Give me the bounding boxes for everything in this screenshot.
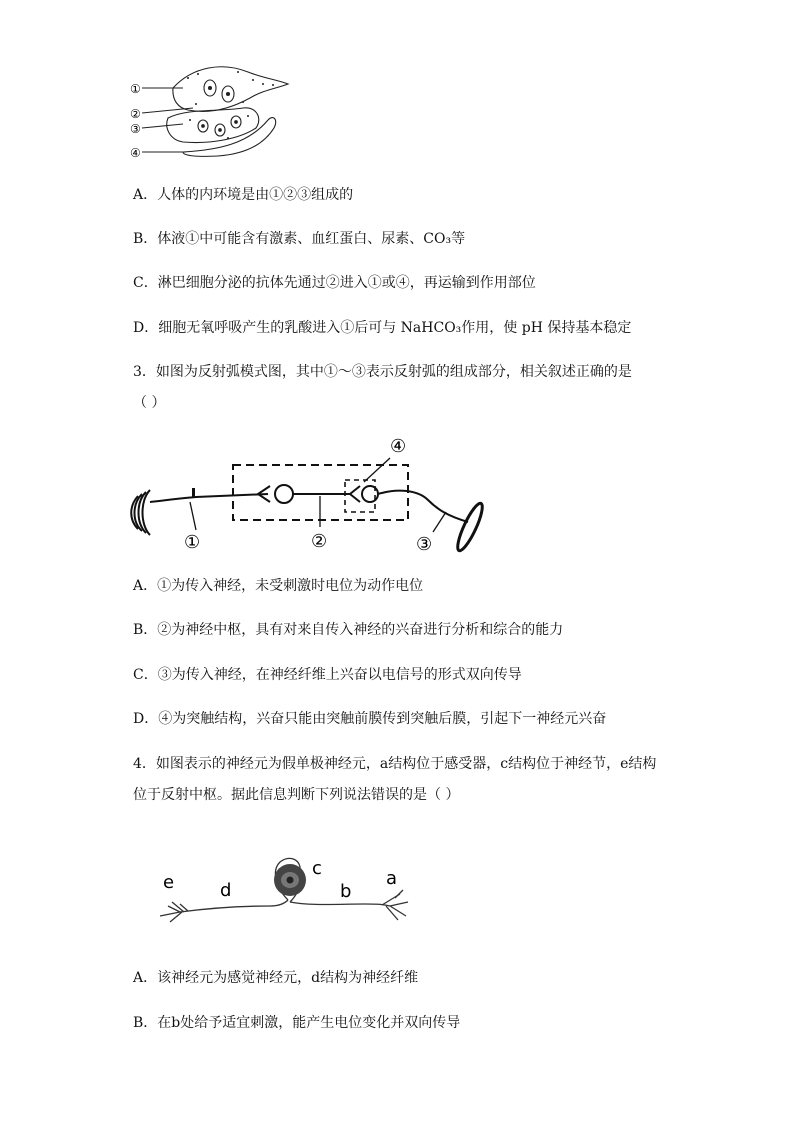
fig1-label-1: ①: [130, 82, 141, 96]
q3-option-b: B．②为神经中枢，具有对来自传入神经的兴奋进行分析和综合的能力: [133, 622, 564, 638]
fig2-label-2: ②: [311, 531, 328, 552]
fig2-label-1: ①: [184, 532, 201, 553]
fig2-label-4: ④: [390, 436, 407, 457]
fig3-label-a: a: [386, 868, 398, 889]
q2-option-c: C．淋巴细胞分泌的抗体先通过②进入①或④，再运输到作用部位: [133, 275, 536, 291]
fig2-label-3: ③: [416, 534, 433, 555]
q4-stem-line2: 位于反射中枢。据此信息判断下列说法错误的是（ ）: [133, 787, 460, 803]
fig3-label-b: b: [340, 881, 352, 902]
fig1-label-2: ②: [130, 107, 141, 121]
q2-option-b: B．体液①中可能含有激素、血红蛋白、尿素、CO₃等: [133, 231, 466, 247]
q3-option-d: D．④为突触结构，兴奋只能由突触前膜传到突触后膜，引起下一神经元兴奋: [133, 711, 607, 727]
fig3-label-d: d: [220, 880, 232, 901]
q3-stem-line1: 3．如图为反射弧模式图，其中①～③表示反射弧的组成部分，相关叙述正确的是: [133, 364, 632, 380]
q2-option-a: A．人体的内环境是由①②③组成的: [133, 187, 354, 203]
body-fluid-figure: [128, 58, 298, 162]
q4-option-b: B．在b处给予适宜刺激，能产生电位变化并双向传导: [133, 1015, 461, 1031]
pseudounipolar-neuron-figure: [150, 850, 420, 930]
q4-stem-line1: 4．如图表示的神经元为假单极神经元，a结构位于感受器，c结构位于神经节，e结构: [133, 756, 657, 772]
q3-option-c: C．③为传入神经，在神经纤维上兴奋以电信号的形式双向传导: [133, 667, 522, 683]
q4-option-a: A．该神经元为感觉神经元，d结构为神经纤维: [133, 970, 419, 986]
fig1-label-3: ③: [130, 122, 141, 136]
fig1-label-4: ④: [130, 146, 141, 160]
q3-stem-line2: （ ）: [133, 395, 166, 411]
fig3-label-e: e: [163, 872, 175, 893]
q3-option-a: A．①为传入神经，未受刺激时电位为动作电位: [133, 578, 424, 594]
fig3-label-c: c: [312, 858, 322, 879]
q2-option-d: D．细胞无氧呼吸产生的乳酸进入①后可与 NaHCO₃作用，使 pH 保持基本稳定: [133, 320, 632, 336]
reflex-arc-figure: [128, 430, 500, 560]
